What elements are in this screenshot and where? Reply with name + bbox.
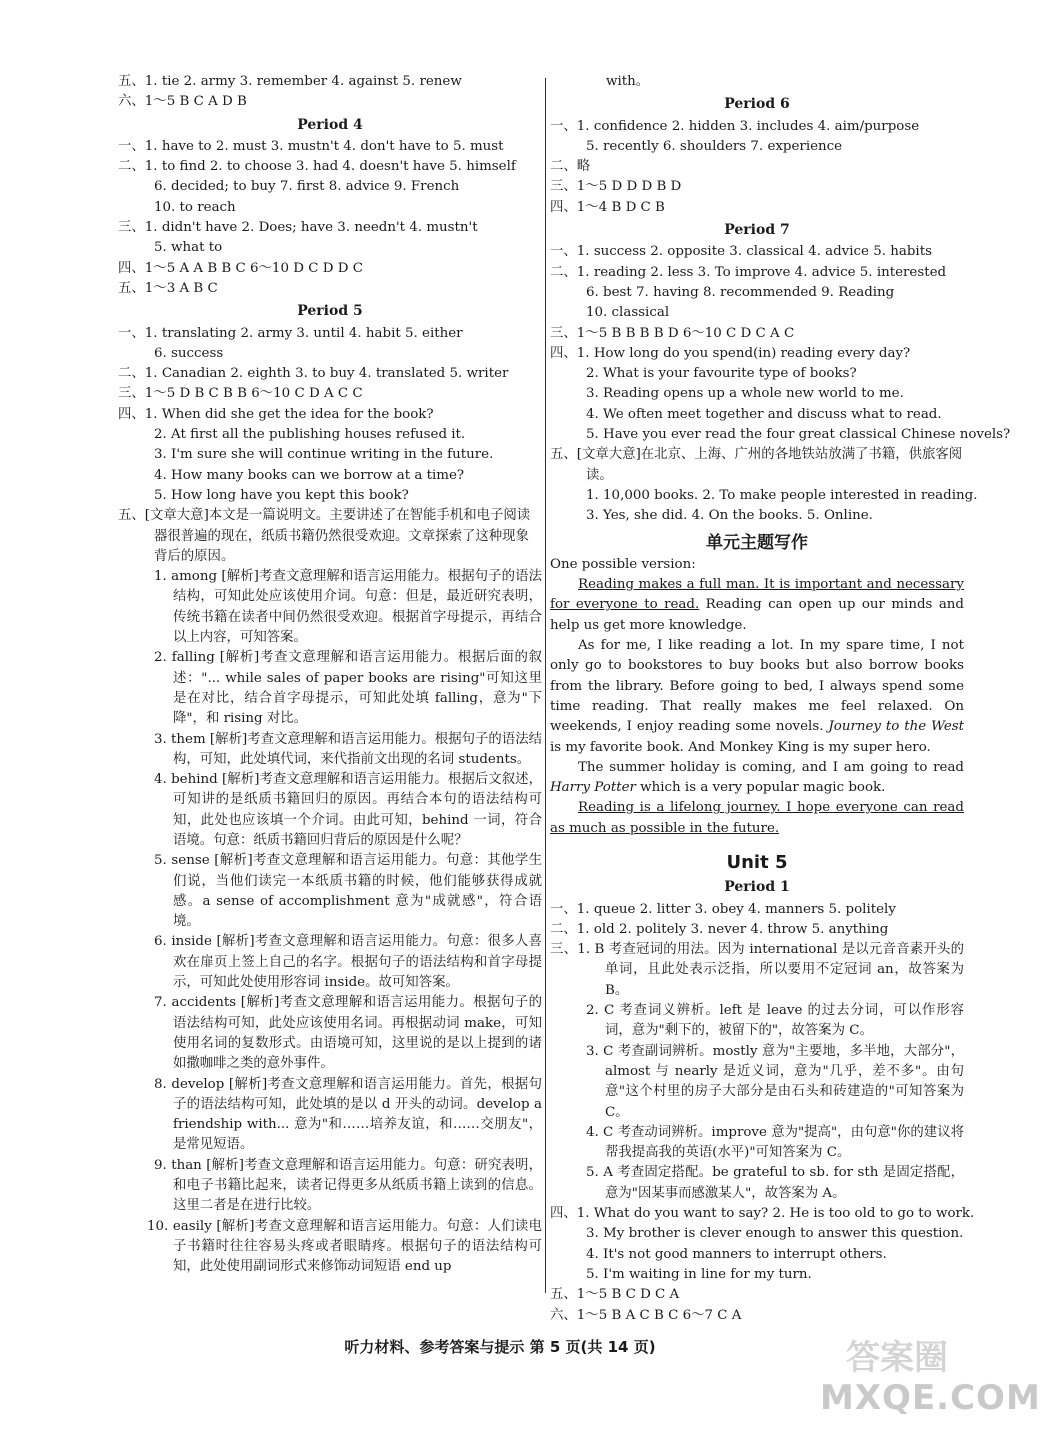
explanation-item: 3. them [解析]考查文意理解和语言运用能力。根据句子的语法结构，可知，此处填代词，来代指前文出现的名词 students。 [154,731,542,767]
answer-line: 三、1. didn't have 2. Does; have 3. needn't 4. mustn't [118,220,478,236]
book-title: Journey to the West [828,719,964,735]
answer-line: 五、1～3 A B C [118,280,218,296]
answer-line: 10. classical [586,305,670,321]
essay-text: is my favorite book. And Monkey King is my super hero. [550,739,931,755]
right-column [550,72,1011,1326]
passage-summary: 五、[文章大意]在北京、上海、广州的各地铁站放满了书籍，供旅客阅读。 [550,447,963,483]
continued-text: with。 [606,74,650,89]
answer-line: 3. I'm sure she will continue writing in the future. [154,447,494,463]
answer-line: 6. decided; to buy 7. first 8. advice 9. French [154,179,460,195]
explanation-item: 5. sense [解析]考查文意理解和语言运用能力。句意：其他学生们说，当他们读完一本纸质书籍的时候，他们能够获得成就感。a sense of accomplishment 意为"成就感"，符合语境。 [154,853,542,930]
answer-line: 一、1. success 2. opposite 3. classical 4. advice 5. habits [550,244,932,260]
answer-line: 四、1. How long do you spend(in) reading every day? [550,345,911,361]
answer-line: 一、1. have to 2. must 3. mustn't 4. don't have to 5. must [118,138,504,154]
answer-line: 二、1. old 2. politely 3. never 4. throw 5. anything [550,921,889,937]
essay-paragraph [550,758,964,799]
answer-line: 四、1～4 B D C B [550,199,665,215]
explanation-item: 三、1. B 考查冠词的用法。因为 international 是以元音音素开头的单词，且此处表示泛指，所以要用不定冠词 an，故答案为 B。 [550,942,964,998]
essay-text: As for me, I like reading a lot. In my spare time, I not only go to bookstores to buy books but also borrow books from the library. Before going to bed, I always spend some time reading. That really makes me feel relaxed. On weekends, I enjoy reading some novels. [550,638,964,735]
answer-line: 一、1. queue 2. litter 3. obey 4. manners 5. politely [550,901,896,917]
answer-line: 四、1～5 A A B B C 6～10 D C D D C [118,260,363,276]
explanation-item: 8. develop [解析]考查文意理解和语言运用能力。首先，根据句子的语法结构可知，此处填的是以 d 开头的动词。develop a friendship with... 意为"和……培养友谊，和……交朋友"，是常见短语。 [154,1076,542,1153]
answer-line: 三、1～5 D B C B B 6～10 C D A C C [118,386,363,402]
explanation-item: 6. inside [解析]考查文意理解和语言运用能力。句意：很多人喜欢在扉页上签上自己的名字。根据句子的语法结构和首字母提示，可知此处使用形容词 inside。故可知答案。 [154,934,542,991]
answer-line: 六、1～5 B A C B C 6～7 C A [550,1307,742,1323]
explanation-item: 2. C 考查词义辨析。left 是 leave 的过去分词，可以作形容词，意为"剩下的，被留下的"，故答案为 C。 [586,1003,964,1039]
answer-line: 二、1. Canadian 2. eighth 3. to buy 4. translated 5. writer [118,366,509,382]
answer-line: 3. My brother is clever enough to answer this question. [586,1226,964,1242]
explanation-item: 10. easily [解析]考查文意理解和语言运用能力。句意：人们读电子书籍时往往容易头疼或者眼睛疼。根据句子的语法结构可知，此处使用副词形式来修饰动词短语 end up [147,1218,542,1275]
essay-text: Reading can open up our minds and help us get more knowledge. [550,597,965,633]
answer-line: 5. Have you ever read the four great classical Chinese novels? [586,427,1011,443]
answer-line: 4. We often meet together and discuss what to read. [586,406,942,422]
underlined-topic-sentence: Reading makes a full man. It is important and necessary for everyone to read. [550,577,964,613]
answer-line: 二、1. reading 2. less 3. To improve 4. advice 5. interested [550,264,947,280]
section-heading-period-5: Period 5 [297,303,363,320]
answer-line: 5. How long have you kept this book? [154,487,409,503]
section-heading-period-7: Period 7 [724,222,790,239]
essay-text: The summer holiday is coming, and I am going to read [578,759,964,775]
answer-line: 2. What is your favourite type of books? [586,366,857,382]
writing-section-heading: 单元主题写作 [706,532,808,553]
answer-line: 10. to reach [154,199,236,215]
answer-line: 3. Reading opens up a whole new world to me. [586,386,904,402]
essay-paragraph [550,798,964,839]
section-heading-period-4: Period 4 [297,116,363,133]
book-title: Harry Potter [550,780,636,796]
answer-line: 6. best 7. having 8. recommended 9. Reading [586,284,895,300]
answer-line: 二、略 [550,159,591,175]
answer-line: 一、1. translating 2. army 3. until 4. habit 5. either [118,325,463,341]
essay-label: One possible version: [550,556,696,572]
answer-line: 六、1～5 B C A D B [118,94,247,110]
answer-line: 6. success [154,345,224,361]
section-heading-period-6: Period 6 [724,96,790,113]
answer-line: 5. what to [154,240,223,256]
passage-summary: 五、[文章大意]本文是一篇说明文。主要讲述了在智能手机和电子阅读器很普遍的现在，纸质书籍仍然很受欢迎。文章探索了这种现象背后的原因。 [118,508,531,564]
explanation-item: 1. among [解析]考查文意理解和语言运用能力。根据句子的语法结构，可知此处应该使用介词。句意：但是，最近研究表明，传统书籍在读者中间仍然很受欢迎。根据首字母提示，再结合以上内容，可知答案。 [154,569,542,646]
watermark-logo-icon: 答案圈 [846,1338,948,1378]
unit-heading: Unit 5 [726,851,788,873]
explanation-item: 7. accidents [解析]考查文意理解和语言运用能力。根据句子的语法结构可知，此处应该使用名词。再根据动词 make，可知使用名词的复数形式。由语境可知，这里说的是以上提到的诸如撒咖啡之类的意外事件。 [154,995,542,1072]
explanation-item: 2. falling [解析]考查文意理解和语言运用能力。根据后面的叙述："... while sales of paper books are rising"可知这里是在对比，结合首字母提示，可知此处填 falling，意为"下降"，和 rising 对比。 [154,650,542,727]
explanation-item: 5. A 考查固定搭配。be grateful to sb. for sth 是固定搭配，意为"因某事而感激某人"，故答案为 A。 [586,1165,964,1201]
answer-line: 1. 10,000 books. 2. To make people interested in reading. [586,487,978,503]
page-footer: 听力材料、参考答案与提示 第 5 页(共 14 页) [344,1338,656,1356]
explanation-item: 9. than [解析]考查文意理解和语言运用能力。句意：研究表明，和电子书籍比起来，读者记得更多从纸质书籍上读到的信息。这里二者是在进行比较。 [154,1157,542,1214]
model-essay [550,555,964,839]
watermark: MXQE.COM [820,1378,1041,1418]
answer-line: 三、1～5 B B B B D 6～10 C D C A C [550,325,795,341]
answer-line: 四、1. When did she get the idea for the book? [118,406,434,422]
essay-paragraph [550,575,964,636]
column-divider [545,78,546,1293]
underlined-conclusion: Reading is a lifelong journey. I hope everyone can read as much as possible in the future. [550,800,964,836]
answer-line: 4. How many books can we borrow at a time? [154,467,465,483]
essay-paragraph [550,636,964,758]
answer-line: 5. recently 6. shoulders 7. experience [586,138,843,154]
answer-line: 2. At first all the publishing houses refused it. [154,427,466,443]
left-column [118,72,542,1278]
answer-line: 3. Yes, she did. 4. On the books. 5. Online. [586,508,873,524]
section-heading-period-1: Period 1 [724,879,790,896]
answer-line: 二、1. to find 2. to choose 3. had 4. doesn't have 5. himself [118,159,516,175]
answer-line: 五、1. tie 2. army 3. remember 4. against 5. renew [118,74,462,89]
explanation-item: 4. C 考查动词辨析。improve 意为"提高"，由句意"你的建议将帮我提高我的英语(水平)"可知答案为 C。 [586,1124,964,1161]
explanation-item: 3. C 考查副词辨析。mostly 意为"主要地，多半地，大部分"，almost 与 nearly 是近义词，意为"几乎，差不多"。由句意"这个村里的房子大部分是由石头和砖建造的"可知答案为 C。 [586,1043,964,1120]
answer-line: 5. I'm waiting in line for my turn. [586,1266,812,1282]
explanation-item: 4. behind [解析]考查文意理解和语言运用能力。根据后文叙述，可知讲的是纸质书籍回归的原因。再结合本句的语法结构可知，此处也应该填一个介词。由此可知，behind 一词，符合语境。句意：纸质书籍回归背后的原因是什么呢？ [154,772,542,848]
answer-line: 四、1. What do you want to say? 2. He is too old to go to work. [550,1206,975,1222]
answer-line: 三、1～5 D D D B D [550,179,682,195]
answer-line: 五、1～5 B C D C A [550,1287,680,1303]
answer-line: 4. It's not good manners to interrupt others. [586,1246,887,1262]
answer-line: 一、1. confidence 2. hidden 3. includes 4. aim/purpose [550,118,920,134]
essay-text: which is a very popular magic book. [635,780,886,796]
